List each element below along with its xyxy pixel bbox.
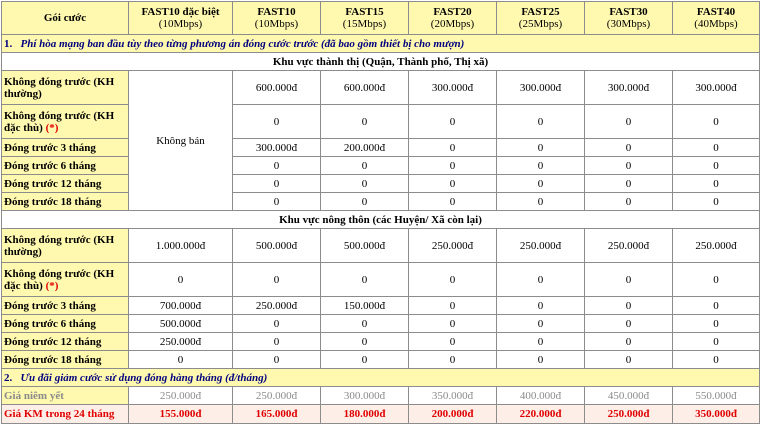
area-row xyxy=(2,211,760,229)
table-cell: 0 xyxy=(321,175,409,193)
table-row xyxy=(2,315,760,333)
footnote-mark: (*) xyxy=(45,121,59,134)
header-plan xyxy=(233,2,321,35)
table-cell: 0 xyxy=(673,105,760,139)
row-label: Không đóng trước (KH đặc thù) (*) xyxy=(2,263,129,297)
table-cell: 0 xyxy=(409,297,497,315)
table-cell: 0 xyxy=(409,333,497,351)
table-cell: 0 xyxy=(497,175,585,193)
table-cell: 0 xyxy=(585,193,673,211)
row-label: Đóng trước 18 tháng xyxy=(2,193,129,211)
table-cell: 0 xyxy=(409,263,497,297)
plan-speed: (25Mbps) xyxy=(518,18,563,30)
table-cell: 0 xyxy=(233,105,321,139)
plan-name: FAST15 xyxy=(345,6,384,18)
table-cell: 300.000đ xyxy=(585,71,673,105)
table-cell: 0 xyxy=(497,193,585,211)
header-plan xyxy=(673,2,760,35)
table-cell: 300.000đ xyxy=(497,71,585,105)
plan-speed: (10Mbps) xyxy=(158,18,203,30)
plan-name: FAST10 đặc biệt xyxy=(141,6,220,18)
table-cell: 250.000đ xyxy=(673,229,760,263)
table-cell: 300.000đ xyxy=(673,71,760,105)
row-label: Đóng trước 3 tháng xyxy=(2,139,129,157)
plan-name: FAST40 xyxy=(696,6,736,18)
table-cell: 0 xyxy=(585,263,673,297)
table-cell: 0 xyxy=(673,193,760,211)
table-row xyxy=(2,71,760,105)
not-sold-cell: Không bán xyxy=(129,71,233,211)
table-cell: 0 xyxy=(233,263,321,297)
table-row xyxy=(2,193,760,211)
table-cell: 0 xyxy=(585,157,673,175)
table-cell: 250.000đ xyxy=(585,229,673,263)
table-cell: 0 xyxy=(673,351,760,369)
plan-speed: (30Mbps) xyxy=(606,18,651,30)
table-row xyxy=(2,139,760,157)
row-label: Đóng trước 3 tháng xyxy=(2,297,129,315)
list-price-cell: 400.000đ xyxy=(497,387,585,405)
plan-speed: (40Mbps) xyxy=(694,18,738,30)
promo-price-cell: 250.000đ xyxy=(585,405,673,424)
table-cell: 0 xyxy=(233,333,321,351)
table-row xyxy=(2,263,760,297)
list-price-cell: 350.000đ xyxy=(409,387,497,405)
table-cell: 500.000đ xyxy=(129,315,233,333)
table-cell: 0 xyxy=(585,105,673,139)
plan-name: FAST20 xyxy=(433,6,472,18)
table-cell: 0 xyxy=(585,315,673,333)
table-cell: 0 xyxy=(497,139,585,157)
table-cell: 0 xyxy=(673,139,760,157)
table-cell: 0 xyxy=(497,297,585,315)
table-cell: 0 xyxy=(321,263,409,297)
header-row xyxy=(2,2,760,35)
row-label: Đóng trước 12 tháng xyxy=(2,175,129,193)
table-cell: 0 xyxy=(673,175,760,193)
urban-area-title: Khu vực thành thị (Quận, Thành phố, Thị xã) xyxy=(2,53,760,71)
plan-name: FAST30 xyxy=(609,6,648,18)
table-cell: 0 xyxy=(409,139,497,157)
table-cell: 250.000đ xyxy=(233,297,321,315)
promo-price-label: Giá KM trong 24 tháng xyxy=(2,405,129,424)
list-price-cell: 250.000đ xyxy=(233,387,321,405)
table-cell: 0 xyxy=(585,333,673,351)
section-2-title xyxy=(2,369,760,387)
table-cell: 0 xyxy=(321,351,409,369)
table-cell: 0 xyxy=(409,105,497,139)
table-row xyxy=(2,297,760,315)
list-price-row xyxy=(2,387,760,405)
table-cell: 700.000đ xyxy=(129,297,233,315)
table-cell: 0 xyxy=(497,351,585,369)
table-cell: 0 xyxy=(409,157,497,175)
table-cell: 0 xyxy=(233,175,321,193)
promo-price-cell: 350.000đ xyxy=(673,405,760,424)
table-cell: 0 xyxy=(233,315,321,333)
table-cell: 600.000đ xyxy=(321,71,409,105)
row-label: Không đóng trước (KH thường) xyxy=(2,229,129,263)
table-cell: 250.000đ xyxy=(497,229,585,263)
header-plan xyxy=(129,2,233,35)
table-cell: 0 xyxy=(129,351,233,369)
list-price-cell: 450.000đ xyxy=(585,387,673,405)
area-row xyxy=(2,53,760,71)
row-label: Đóng trước 18 tháng xyxy=(2,351,129,369)
table-cell: 0 xyxy=(673,263,760,297)
header-goi-cuoc: Gói cước xyxy=(2,2,129,35)
promo-price-cell: 220.000đ xyxy=(497,405,585,424)
section-number: 1. xyxy=(4,37,13,50)
table-cell: 0 xyxy=(673,315,760,333)
table-cell: 250.000đ xyxy=(409,229,497,263)
table-row xyxy=(2,333,760,351)
table-cell: 0 xyxy=(409,193,497,211)
footnote-mark: (*) xyxy=(45,279,59,292)
table-cell: 0 xyxy=(673,333,760,351)
table-cell: 0 xyxy=(409,315,497,333)
promo-price-cell: 155.000đ xyxy=(129,405,233,424)
promo-price-row xyxy=(2,405,760,424)
header-plan xyxy=(585,2,673,35)
section-text: Phí hòa mạng ban đầu tùy theo từng phương án đóng cước trước (đã bao gồm thiết bị cho mượn) xyxy=(20,37,465,50)
table-cell: 300.000đ xyxy=(233,139,321,157)
header-plan xyxy=(497,2,585,35)
table-cell: 0 xyxy=(673,297,760,315)
section-row xyxy=(2,369,760,387)
header-plan xyxy=(409,2,497,35)
table-cell: 0 xyxy=(233,351,321,369)
plan-name: FAST10 xyxy=(257,6,296,18)
table-row xyxy=(2,229,760,263)
rural-area-title: Khu vực nông thôn (các Huyện/ Xã còn lại) xyxy=(2,211,760,229)
table-cell: 0 xyxy=(233,193,321,211)
table-cell: 0 xyxy=(321,105,409,139)
header-plan xyxy=(321,2,409,35)
row-label: Đóng trước 6 tháng xyxy=(2,157,129,175)
table-row xyxy=(2,351,760,369)
table-row xyxy=(2,175,760,193)
table-cell: 0 xyxy=(585,175,673,193)
table-cell: 0 xyxy=(409,175,497,193)
row-label: Đóng trước 6 tháng xyxy=(2,315,129,333)
table-cell: 0 xyxy=(497,263,585,297)
promo-price-cell: 200.000đ xyxy=(409,405,497,424)
table-cell: 0 xyxy=(497,105,585,139)
table-cell: 0 xyxy=(321,193,409,211)
plan-speed: (20Mbps) xyxy=(430,18,475,30)
promo-price-cell: 165.000đ xyxy=(233,405,321,424)
table-cell: 250.000đ xyxy=(129,333,233,351)
section-row xyxy=(2,35,760,53)
section-number: 2. xyxy=(4,371,13,384)
section-text: Ưu đãi giảm cước sử dụng đóng hàng tháng (đ/tháng) xyxy=(20,371,268,384)
table-cell: 0 xyxy=(233,157,321,175)
table-cell: 0 xyxy=(585,139,673,157)
table-cell: 600.000đ xyxy=(233,71,321,105)
table-cell: 0 xyxy=(321,157,409,175)
section-1-title xyxy=(2,35,760,53)
promo-price-cell: 180.000đ xyxy=(321,405,409,424)
table-row xyxy=(2,105,760,139)
list-price-cell: 550.000đ xyxy=(673,387,760,405)
table-cell: 300.000đ xyxy=(409,71,497,105)
plan-name: FAST25 xyxy=(521,6,560,18)
table-cell: 0 xyxy=(409,351,497,369)
list-price-cell: 250.000đ xyxy=(129,387,233,405)
plan-speed: (10Mbps) xyxy=(254,18,299,30)
list-price-label: Giá niêm yết xyxy=(2,387,129,405)
table-cell: 0 xyxy=(321,315,409,333)
table-cell: 0 xyxy=(321,333,409,351)
row-label: Không đóng trước (KH đặc thù) (*) xyxy=(2,105,129,139)
table-cell: 200.000đ xyxy=(321,139,409,157)
list-price-cell: 300.000đ xyxy=(321,387,409,405)
row-label: Đóng trước 12 tháng xyxy=(2,333,129,351)
table-cell: 1.000.000đ xyxy=(129,229,233,263)
table-cell: 500.000đ xyxy=(321,229,409,263)
table-cell: 0 xyxy=(585,351,673,369)
plan-speed: (15Mbps) xyxy=(342,18,387,30)
table-cell: 0 xyxy=(129,263,233,297)
fee-table xyxy=(1,1,760,424)
table-cell: 0 xyxy=(673,157,760,175)
table-cell: 0 xyxy=(497,157,585,175)
table-row xyxy=(2,157,760,175)
table-cell: 500.000đ xyxy=(233,229,321,263)
table-cell: 150.000đ xyxy=(321,297,409,315)
table-cell: 0 xyxy=(497,333,585,351)
table-cell: 0 xyxy=(497,315,585,333)
row-label: Không đóng trước (KH thường) xyxy=(2,71,129,105)
table-cell: 0 xyxy=(585,297,673,315)
